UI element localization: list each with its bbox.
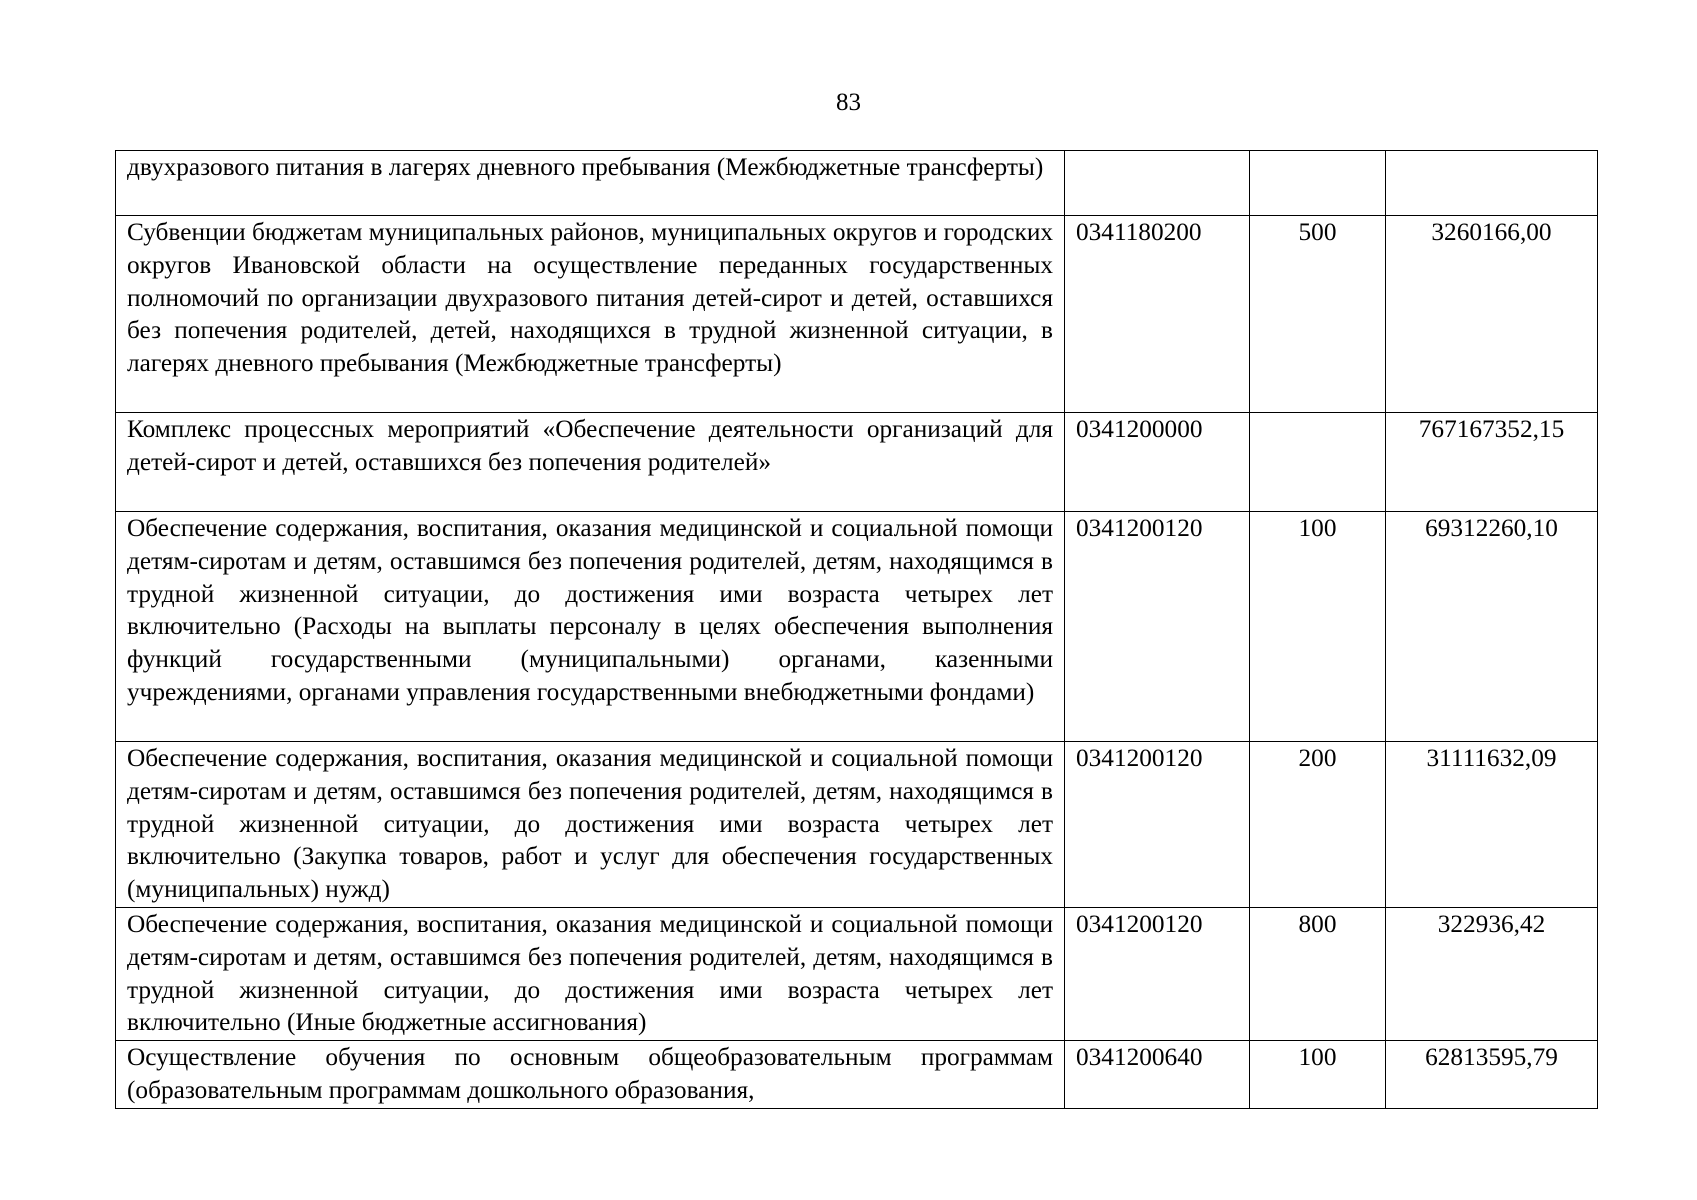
row-description: Обеспечение содержания, воспитания, оказания медицинской и социальной помощи детям-сиротам и детям, оставшимся без попечения родителей, детям, находящимся в трудной жизненной ситуации, до достижения ими возраста четырех лет включительно (Закупка товаров, работ и услуг для обеспечения государственных (муниципальных) нужд): [116, 742, 1065, 908]
row-amount: 767167352,15: [1386, 413, 1598, 512]
row-description: Обеспечение содержания, воспитания, оказания медицинской и социальной помощи детям-сиротам и детям, оставшимся без попечения родителей, детям, находящимся в трудной жизненной ситуации, до достижения ими возраста четырех лет включительно (Расходы на выплаты персоналу в целях обеспечения выполнения функций государственными (муниципальными) органами, казенными учреждениями, органами управления государственными внебюджетными фондами): [116, 512, 1065, 742]
row-description: двухразового питания в лагерях дневного пребывания (Межбюджетные трансферты): [116, 151, 1065, 216]
row-expense-type: 500: [1250, 216, 1386, 413]
row-target-code: 0341200120: [1065, 907, 1250, 1040]
table-row: [116, 907, 1598, 1040]
budget-table: [115, 150, 1598, 1109]
row-amount: [1386, 151, 1598, 216]
row-target-code: 0341200120: [1065, 742, 1250, 908]
row-target-code: 0341200000: [1065, 413, 1250, 512]
row-description: Комплекс процессных мероприятий «Обеспечение деятельности организаций для детей-сирот и детей, оставшихся без попечения родителей»: [116, 413, 1065, 512]
table-row: [116, 512, 1598, 742]
row-expense-type: 200: [1250, 742, 1386, 908]
table-row: [116, 1041, 1598, 1109]
table-row: [116, 151, 1598, 216]
row-description: Осуществление обучения по основным общеобразовательным программам (образовательным программам дошкольного образования,: [116, 1041, 1065, 1109]
table-row: [116, 216, 1598, 413]
row-description: Обеспечение содержания, воспитания, оказания медицинской и социальной помощи детям-сиротам и детям, оставшимся без попечения родителей, детям, находящимся в трудной жизненной ситуации, до достижения ими возраста четырех лет включительно (Иные бюджетные ассигнования): [116, 907, 1065, 1040]
row-target-code: 0341200120: [1065, 512, 1250, 742]
row-expense-type: [1250, 151, 1386, 216]
row-expense-type: [1250, 413, 1386, 512]
row-expense-type: 100: [1250, 512, 1386, 742]
row-description: Субвенции бюджетам муниципальных районов, муниципальных округов и городских округов Ивановской области на осуществление переданных государственных полномочий по организации двухразового питания детей-сирот и детей, оставшихся без попечения родителей, детей, находящихся в трудной жизненной ситуации, в лагерях дневного пребывания (Межбюджетные трансферты): [116, 216, 1065, 413]
row-target-code: 0341200640: [1065, 1041, 1250, 1109]
row-amount: 69312260,10: [1386, 512, 1598, 742]
row-amount: 322936,42: [1386, 907, 1598, 1040]
row-amount: 31111632,09: [1386, 742, 1598, 908]
page-number: 83: [836, 89, 861, 116]
row-amount: 3260166,00: [1386, 216, 1598, 413]
row-target-code: 0341180200: [1065, 216, 1250, 413]
row-amount: 62813595,79: [1386, 1041, 1598, 1109]
table-row: [116, 413, 1598, 512]
row-target-code: [1065, 151, 1250, 216]
row-expense-type: 800: [1250, 907, 1386, 1040]
table-row: [116, 742, 1598, 908]
row-expense-type: 100: [1250, 1041, 1386, 1109]
